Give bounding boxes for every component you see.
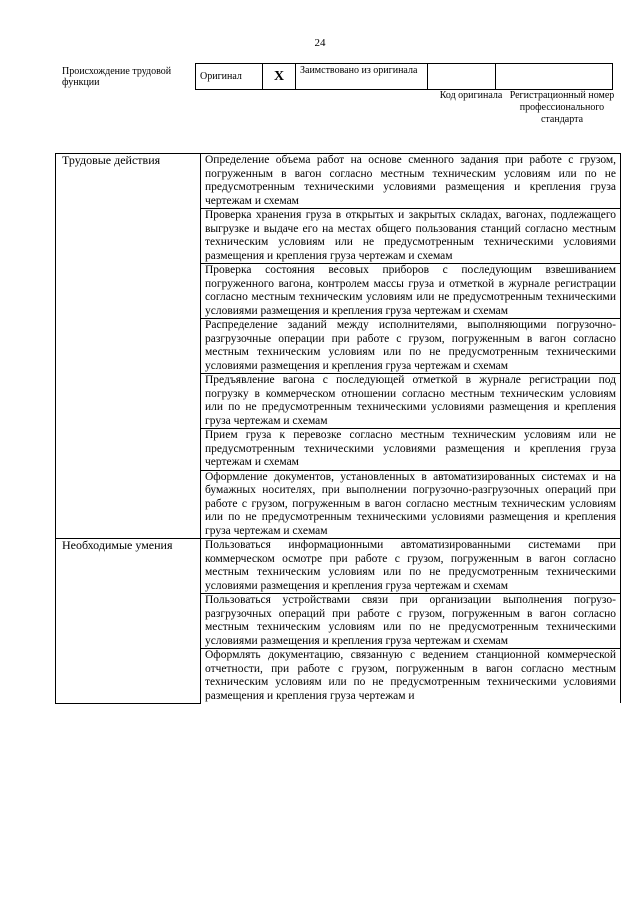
section-title-actions: Трудовые действия [56,154,201,539]
code-cell [428,64,496,90]
original-cell: Оригинал [196,64,263,90]
borrowed-cell: Заимствовано из оригинала [296,64,428,90]
reg-number-cell [496,64,613,90]
origin-table [195,63,613,90]
action-item: Проверка хранения груза в открытых и закрытых складах, вагонах, подлежащего выгрузке и выдаче его на местах общего пользования станций согласно местным техническим условиям или не предусмотренным техническими условиями размещения и крепления груза чертежам и схемам [201,209,621,264]
origin-label: Происхождение трудовой функции [62,66,172,88]
reg-number-label: Регистрационный номер профессионального стандарта [509,90,615,125]
section-title-skills: Необходимые умения [56,539,201,704]
code-label: Код оригинала [439,90,503,101]
skill-item: Оформлять документацию, связанную с ведением станционной коммерческой отчетности, при работе с грузом, погруженным в вагон согласно местным техническим условиям или по не предусмотренным техническими условиями размещения и крепления груза чертежам и [201,649,621,704]
page-number: 24 [314,37,326,49]
action-item: Определение объема работ на основе сменного задания при работе с грузом, погруженным в вагон согласно местным техническим условиям или по не предусмотренным техническими условиями размещения и крепления груза чертежам и схемам [201,154,621,209]
action-item: Проверка состояния весовых приборов с последующим взвешиванием погруженного вагона, контролем массы груза и отметкой в журнале регистрации согласно местным техническим условиям или не предусмотренным техническими условиями размещения и крепления груза чертежам и схемам [201,264,621,319]
skill-item: Пользоваться информационными автоматизированными системами при коммерческом осмотре при работе с грузом, погруженным в вагон согласно местным техническим условиям или по не предусмотренным техническими условиями размещения и крепления груза чертежам и схемам [201,539,621,594]
skill-item: Пользоваться устройствами связи при организации выполнения погрузо-разгрузочных операций при работе с грузом, погруженным в вагон согласно местным техническим условиям или по не предусмотренным техническими условиями размещения и крепления груза чертежам и схемам [201,594,621,649]
action-item: Оформление документов, установленных в автоматизированных системах и на бумажных носителях, при выполнении погрузочно-разгрузочных операций при работе с грузом, погруженным в вагон согласно местным техническим условиям или по не предусмотренным техническими условиями размещения и крепления груза чертежам и схемам [201,470,621,539]
function-table [55,153,621,704]
action-item: Предъявление вагона с последующей отметкой в журнале регистрации под погрузку в коммерческом отношении согласно местным техническим условиям или по не предусмотренным техническими условиями размещения и крепления груза чертежам и схемам [201,374,621,429]
action-item: Прием груза к перевозке согласно местным техническим условиям или не предусмотренным техническими условиями размещения и крепления груза чертежам и схемам [201,429,621,471]
original-mark: X [263,64,296,90]
action-item: Распределение заданий между исполнителями, выполняющими погрузочно-разгрузочные операции при работе с грузом, погруженным в вагон согласно местным техническим условиям или по не предусмотренным техническими условиями размещения и крепления груза чертежам и схемам [201,319,621,374]
